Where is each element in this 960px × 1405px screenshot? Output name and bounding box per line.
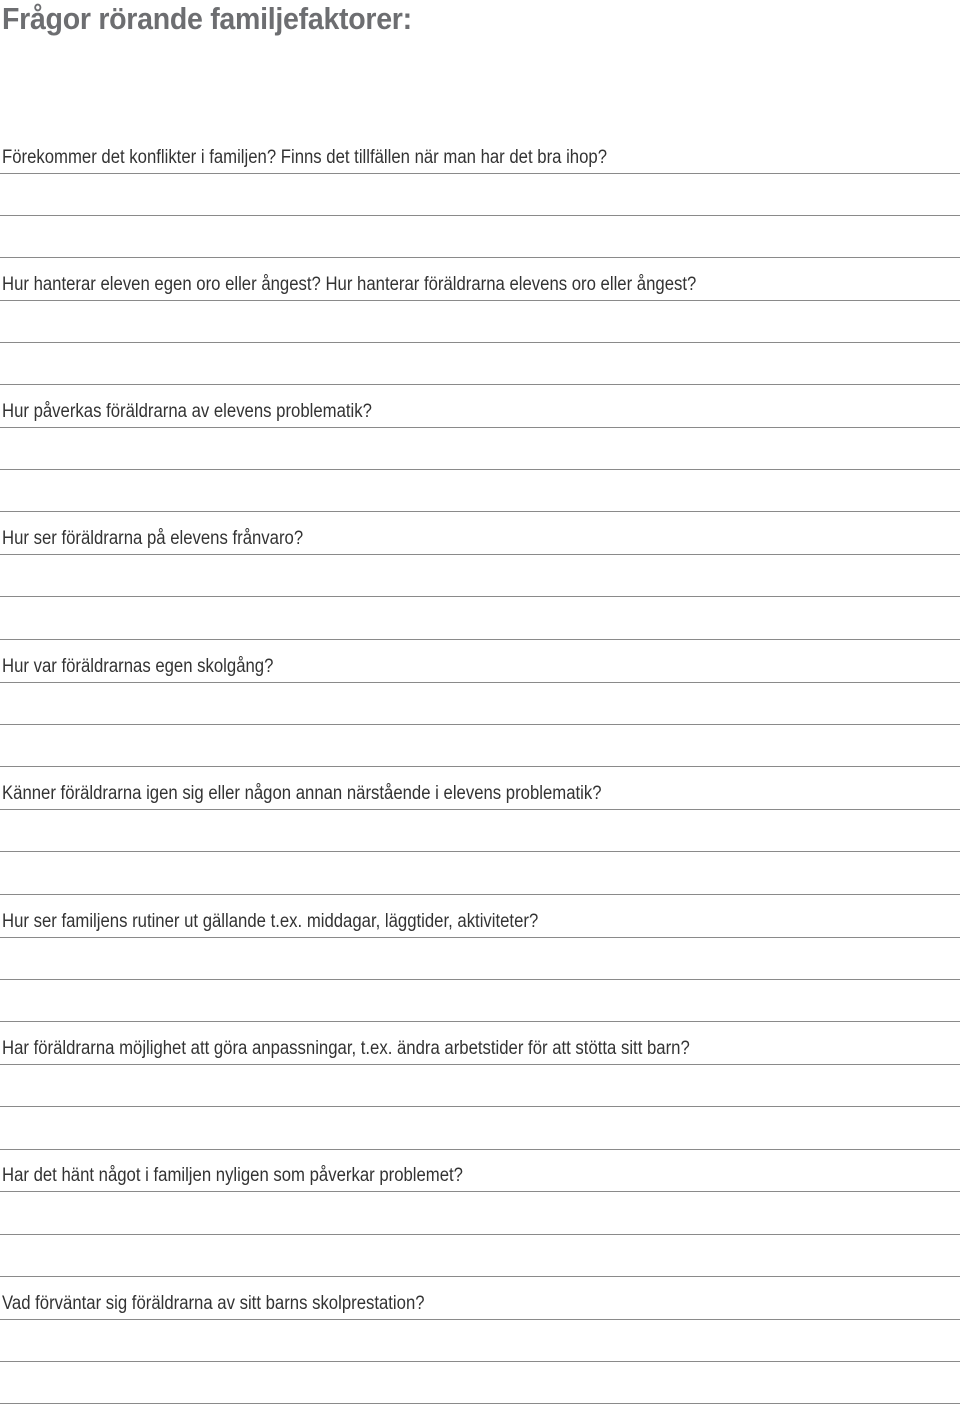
question-3: Hur påverkas föräldrarna av elevens problematik?: [2, 401, 372, 422]
question-7: Hur ser familjens rutiner ut gällande t.ex. middagar, läggtider, aktiviteter?: [2, 911, 539, 932]
answer-line[interactable]: [0, 1064, 960, 1065]
answer-line[interactable]: [0, 1319, 960, 1320]
answer-line[interactable]: [0, 766, 960, 767]
answer-line[interactable]: [0, 1106, 960, 1107]
page-title: Frågor rörande familjefaktorer:: [2, 1, 412, 36]
answer-line[interactable]: [0, 1234, 960, 1235]
answer-line[interactable]: [0, 1021, 960, 1022]
answer-line[interactable]: [0, 1276, 960, 1277]
question-8: Har föräldrarna möjlighet att göra anpassningar, t.ex. ändra arbetstider för att stötta sitt barn?: [2, 1038, 690, 1059]
answer-line[interactable]: [0, 979, 960, 980]
answer-line[interactable]: [0, 1149, 960, 1150]
question-5: Hur var föräldrarnas egen skolgång?: [2, 656, 274, 677]
answer-line[interactable]: [0, 1361, 960, 1362]
answer-line[interactable]: [0, 511, 960, 512]
answer-line[interactable]: [0, 1191, 960, 1192]
answer-line[interactable]: [0, 300, 960, 301]
answer-line[interactable]: [0, 724, 960, 725]
answer-line[interactable]: [0, 173, 960, 174]
answer-line[interactable]: [0, 894, 960, 895]
answer-line[interactable]: [0, 682, 960, 683]
answer-line[interactable]: [0, 937, 960, 938]
answer-line[interactable]: [0, 809, 960, 810]
question-10: Vad förväntar sig föräldrarna av sitt barns skolprestation?: [2, 1293, 425, 1314]
answer-line[interactable]: [0, 342, 960, 343]
question-4: Hur ser föräldrarna på elevens frånvaro?: [2, 528, 304, 549]
question-2: Hur hanterar eleven egen oro eller ångest? Hur hanterar föräldrarna elevens oro eller ångest?: [2, 274, 697, 295]
answer-line[interactable]: [0, 1403, 960, 1404]
answer-line[interactable]: [0, 554, 960, 555]
answer-line[interactable]: [0, 384, 960, 385]
answer-line[interactable]: [0, 851, 960, 852]
answer-line[interactable]: [0, 639, 960, 640]
answer-line[interactable]: [0, 596, 960, 597]
answer-line[interactable]: [0, 215, 960, 216]
question-6: Känner föräldrarna igen sig eller någon annan närstående i elevens problematik?: [2, 783, 602, 804]
answer-line[interactable]: [0, 469, 960, 470]
answer-line[interactable]: [0, 257, 960, 258]
question-9: Har det hänt något i familjen nyligen som påverkar problemet?: [2, 1165, 463, 1186]
answer-line[interactable]: [0, 427, 960, 428]
question-1: Förekommer det konflikter i familjen? Finns det tillfällen när man har det bra ihop?: [2, 147, 607, 168]
